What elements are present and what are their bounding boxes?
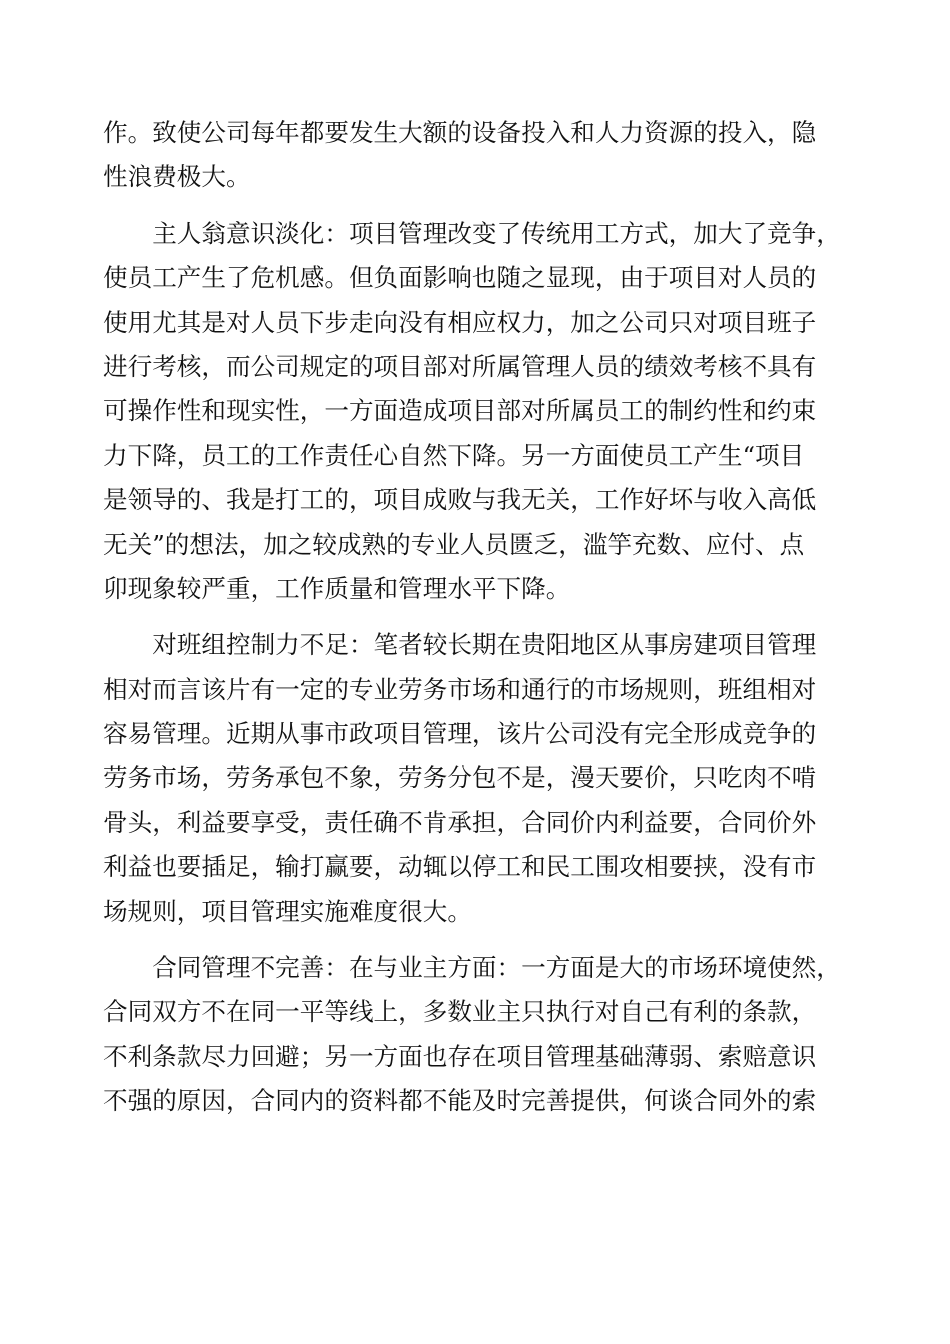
text-line: 合同双方不在同一平等线上，多数业主只执行对自己有利的条款， — [103, 997, 817, 1027]
paragraph-contract-management — [103, 946, 851, 1124]
document-body — [103, 111, 851, 1136]
text-line: 使员工产生了危机感。但负面影响也随之显现，由于项目对人员的 — [103, 263, 817, 293]
text-line: 合同管理不完善：在与业主方面：一方面是大的市场环境使然， — [152, 953, 841, 983]
text-line: 对班组控制力不足：笔者较长期在贵阳地区从事房建项目管理 — [152, 630, 817, 660]
text-line: 相对而言该片有一定的专业劳务市场和通行的市场规则，班组相对 — [103, 674, 817, 704]
text-line: 是领导的、我是打工的，项目成败与我无关，工作好坏与收入高低 — [103, 485, 817, 515]
text-line: 主人翁意识淡化：项目管理改变了传统用工方式，加大了竞争， — [152, 218, 841, 248]
text-line: 作。致使公司每年都要发生大额的设备投入和人力资源的投入，隐 — [103, 118, 817, 147]
text-line: 卯现象较严重，工作质量和管理水平下降。 — [103, 573, 571, 603]
paragraph-continuation — [103, 111, 851, 200]
text-line: 不利条款尽力回避；另一方面也存在项目管理基础薄弱、索赔意识 — [103, 1041, 817, 1071]
text-line: 力下降，员工的工作责任心自然下降。另一方面使员工产生“项目 — [103, 440, 805, 470]
text-line: 不强的原因，合同内的资料都不能及时完善提供，何谈合同外的索 — [103, 1086, 817, 1116]
text-line: 性浪费极大。 — [103, 162, 251, 192]
text-line: 使用尤其是对人员下步走向没有相应权力，加之公司只对项目班子 — [103, 307, 817, 337]
text-line: 容易管理。近期从事市政项目管理，该片公司没有完全形成竞争的 — [103, 719, 817, 749]
text-line: 无关”的想法，加之较成熟的专业人员匮乏，滥竽充数、应付、点 — [103, 529, 805, 559]
paragraph-ownership-awareness — [103, 212, 851, 612]
text-line: 场规则，项目管理实施难度很大。 — [103, 896, 472, 926]
text-line: 劳务市场，劳务承包不象，劳务分包不是，漫天要价，只吃肉不啃 — [103, 763, 817, 793]
text-line: 利益也要插足，输打赢要，动辄以停工和民工围攻相要挟，没有市 — [103, 852, 817, 882]
text-line: 可操作性和现实性，一方面造成项目部对所属员工的制约性和约束 — [103, 396, 817, 426]
text-line: 进行考核，而公司规定的项目部对所属管理人员的绩效考核不具有 — [103, 351, 817, 381]
text-line: 骨头，利益要享受，责任确不肯承担，合同价内利益要，合同价外 — [103, 807, 817, 837]
paragraph-team-control — [103, 623, 851, 934]
